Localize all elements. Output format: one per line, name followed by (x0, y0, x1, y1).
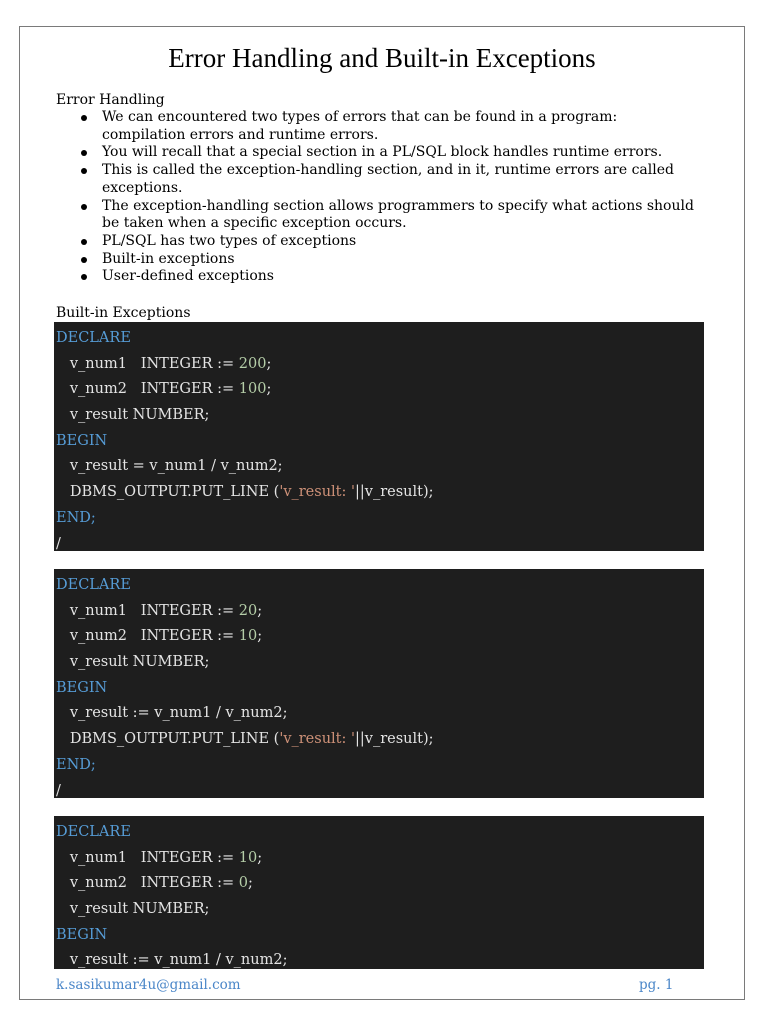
code-block-2 (54, 569, 704, 798)
code-line (56, 454, 704, 480)
code-text: / (56, 535, 61, 551)
section-heading-built-in-exceptions: Built-in Exceptions (56, 305, 191, 321)
bullet-item (56, 233, 706, 251)
code-line (56, 923, 704, 949)
code-line (56, 377, 704, 403)
bullet-dot-icon (81, 115, 87, 121)
code-string: 'v_result: ' (279, 484, 355, 501)
code-block-1 (54, 322, 704, 551)
section-heading-error-handling: Error Handling (56, 92, 165, 108)
code-text: DBMS_OUTPUT.PUT_LINE ( (56, 731, 280, 748)
bullet-line: be taken when a specific exception occurs. (102, 215, 407, 232)
code-text: v_num1 INTEGER := (56, 355, 239, 372)
code-text: ||v_result); (355, 484, 434, 501)
bullet-dot-icon (81, 257, 87, 263)
code-text: v_num1 INTEGER := (56, 602, 239, 619)
bullet-item (56, 162, 706, 197)
code-line (56, 352, 704, 378)
code-line (56, 727, 704, 753)
code-text: ||v_result); (355, 731, 434, 748)
code-line (56, 650, 704, 676)
code-line (56, 506, 704, 532)
code-text: v_result NUMBER; (56, 407, 210, 424)
code-keyword: DECLARE (56, 330, 131, 346)
code-line (56, 624, 704, 650)
code-number: 0 (238, 875, 248, 892)
code-number: 20 (238, 602, 258, 619)
code-text: v_num2 INTEGER := (56, 628, 239, 645)
code-number: 200 (238, 355, 267, 372)
bullet-dot-icon (81, 150, 87, 156)
code-number: 100 (238, 381, 267, 398)
bullet-line: We can encountered two types of errors that can be found in a program: (102, 109, 618, 125)
code-text: v_result := v_num1 / v_num2; (56, 705, 288, 722)
code-text: v_num2 INTEGER := (56, 381, 239, 398)
bullet-line: You will recall that a special section in a PL/SQL block handles runtime errors. (102, 144, 663, 161)
code-keyword: END; (56, 509, 96, 526)
code-line (56, 779, 704, 799)
code-text: ; (248, 875, 253, 892)
code-text: ; (266, 381, 272, 398)
code-line (56, 753, 704, 779)
page-title: Error Handling and Built-in Exceptions (168, 43, 596, 73)
code-keyword: END; (56, 756, 96, 773)
code-line (56, 897, 704, 923)
bullet-dot-icon (81, 274, 87, 280)
bullet-item (56, 198, 706, 233)
code-number: 10 (238, 849, 258, 866)
code-block-3 (54, 816, 704, 969)
code-text: ; (266, 355, 272, 372)
bullet-line: Built-in exceptions (102, 250, 235, 267)
code-line (56, 676, 704, 702)
code-line (56, 532, 704, 552)
bullet-item (56, 268, 706, 286)
code-text: / (56, 782, 61, 798)
code-text: DBMS_OUTPUT.PUT_LINE ( (56, 484, 280, 501)
code-text: v_result := v_num1 / v_num2; (56, 952, 288, 969)
code-keyword: BEGIN (56, 432, 108, 449)
error-handling-bullet-list (56, 109, 706, 286)
bullet-line: PL/SQL has two types of exceptions (102, 232, 357, 249)
code-text: ; (257, 628, 263, 645)
code-keyword: DECLARE (56, 824, 131, 840)
code-text: v_num2 INTEGER := (56, 875, 239, 892)
code-text: v_result NUMBER; (56, 901, 210, 918)
bullet-line: exceptions. (102, 179, 183, 196)
code-line (56, 403, 704, 429)
code-keyword: BEGIN (56, 679, 108, 696)
code-line (56, 573, 704, 599)
code-line (56, 429, 704, 455)
code-line (56, 846, 704, 872)
code-string: 'v_result: ' (279, 731, 355, 748)
code-text: v_result = v_num1 / v_num2; (56, 458, 283, 475)
code-text: v_result NUMBER; (56, 654, 210, 671)
footer-page-number: pg. 1 (639, 977, 674, 993)
code-keyword: DECLARE (56, 577, 131, 593)
code-line (56, 871, 704, 897)
bullet-item (56, 109, 706, 144)
code-line (56, 820, 704, 846)
code-line (56, 599, 704, 625)
bullet-item (56, 251, 706, 269)
bullet-line: User-defined exceptions (102, 268, 274, 285)
code-text: v_num1 INTEGER := (56, 849, 239, 866)
bullet-item (56, 144, 706, 162)
bullet-line: The exception-handling section allows programmers to specify what actions should (102, 197, 694, 214)
code-line (56, 948, 704, 969)
code-number: 10 (238, 628, 258, 645)
footer-email: k.sasikumar4u@gmail.com (56, 977, 241, 993)
bullet-line: compilation errors and runtime errors. (102, 126, 379, 143)
code-text: ; (257, 849, 263, 866)
code-line (56, 701, 704, 727)
code-line (56, 480, 704, 506)
code-keyword: BEGIN (56, 926, 108, 943)
bullet-dot-icon (81, 239, 87, 245)
code-text: ; (257, 602, 263, 619)
code-line (56, 326, 704, 352)
bullet-line: This is called the exception-handling section, and in it, runtime errors are called (102, 162, 674, 179)
bullet-dot-icon (81, 204, 87, 210)
bullet-dot-icon (81, 168, 87, 174)
